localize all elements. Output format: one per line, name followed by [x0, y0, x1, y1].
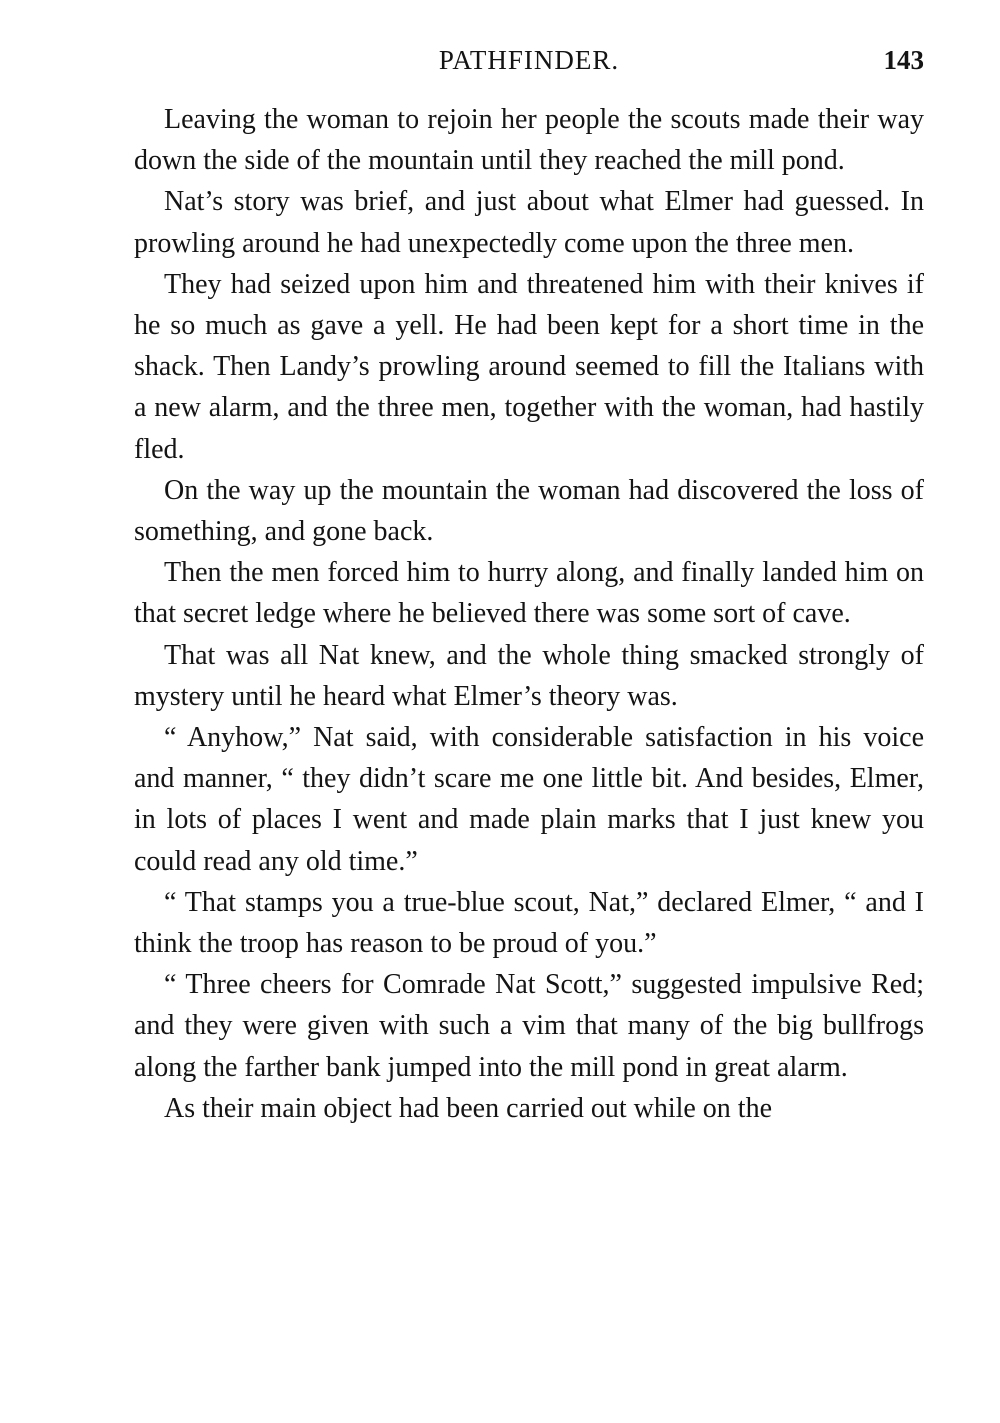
paragraph: That was all Nat knew, and the whole thing smacked strongly of mystery until he heard what Elmer’s theory was.: [134, 639, 924, 712]
paragraph: Leaving the woman to rejoin her people the scouts made their way down the side of the mountain until they reached the mill pond.: [134, 104, 924, 177]
paragraph: “ That stamps you a true-blue scout, Nat,” declared Elmer, “ and I think the troop has reason to be proud of you.”: [134, 886, 924, 960]
paragraph: Then the men forced him to hurry along, and finally landed him on that secret ledge where he believed there was some sort of cave.: [134, 557, 924, 630]
paragraph: They had seized upon him and threatened him with their knives if he so much as gave a yell. He had been kept for a short time in the shack. Then Landy’s prowling around seemed to fill the Italians with a new alarm, and the three men, together with the woman, had hastily fled.: [134, 268, 924, 465]
running-title: PATHFINDER.: [438, 45, 620, 75]
page-number: 143: [883, 45, 924, 75]
page-header: [134, 40, 924, 80]
paragraph: On the way up the mountain the woman had discovered the loss of something, and gone back.: [134, 474, 924, 548]
paragraph: “ Anyhow,” Nat said, with considerable satisfaction in his voice and manner, “ they didn’t scare me one little bit. And besides, Elmer, in lots of places I went and made plain marks that I just knew you could read any old time.”: [134, 722, 924, 877]
paragraph: “ Three cheers for Comrade Nat Scott,” suggested impulsive Red; and they were given with such a vim that many of the big bullfrogs along the farther bank jumped into the mill pond in great alarm.: [134, 969, 924, 1083]
body-text: [134, 99, 924, 1129]
paragraph: As their main object had been carried out while on the: [164, 1092, 773, 1124]
paragraph: Nat’s story was brief, and just about what Elmer had guessed. In prowling around he had unexpectedly come upon the three men.: [134, 186, 924, 259]
